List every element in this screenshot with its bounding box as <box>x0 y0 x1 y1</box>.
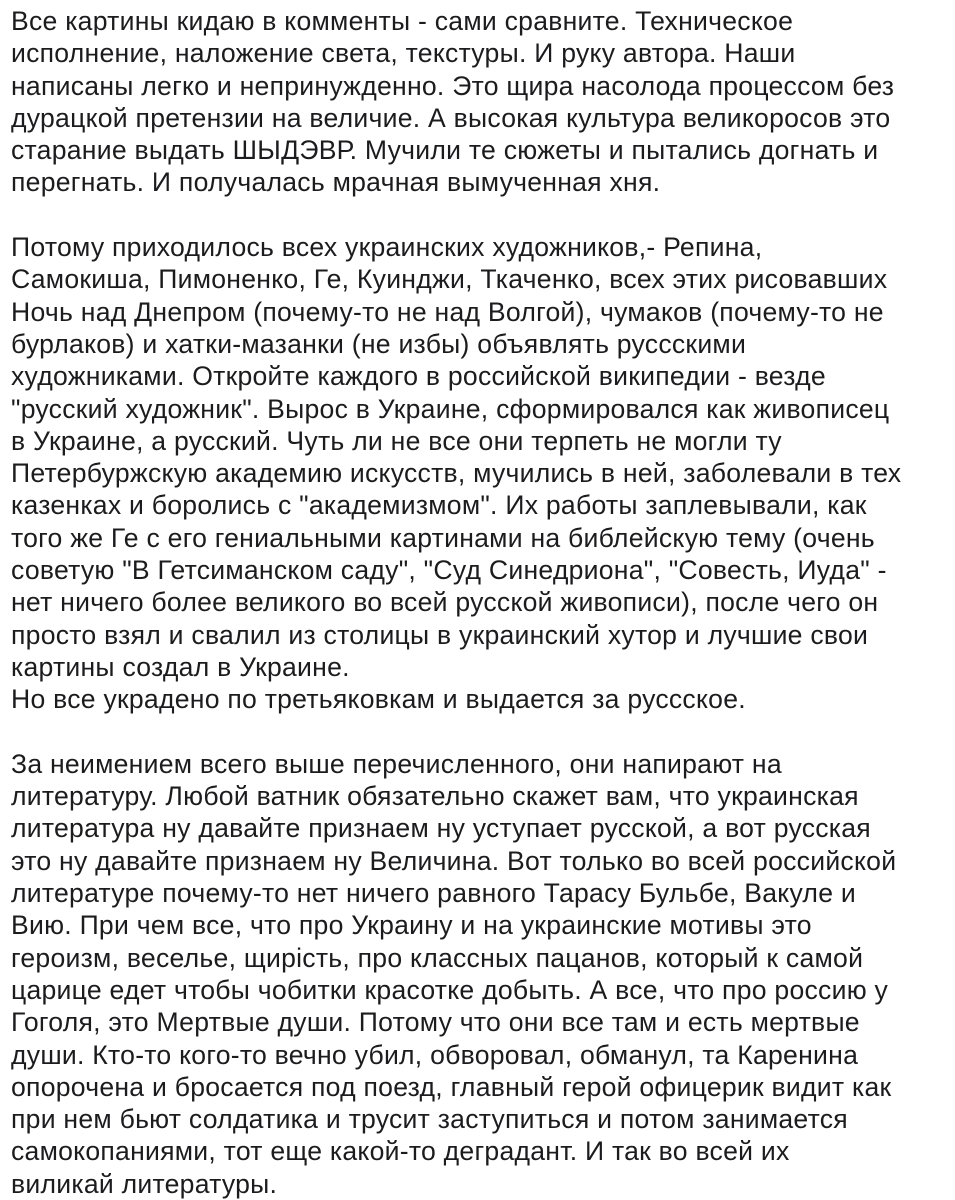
text-line: советую "В Гетсиманском саду", "Суд Синедриона", "Совесть, Иуда" - <box>11 555 887 586</box>
text-line: опорочена и бросается под поезд, главный герой офицерик видит как <box>11 1071 892 1102</box>
text-line: "русский художник". Вырос в Украине, сформировался как живописец <box>11 393 890 424</box>
paragraph-3 <box>11 748 951 1200</box>
paragraph-gap <box>11 199 951 231</box>
text-line: старание выдать ШЫДЭВР. Мучили те сюжеты и пытались догнать и <box>11 135 879 166</box>
post-text <box>11 5 951 1200</box>
text-line: самокопаниями, тот еще какой-то деградант. И так во всей их <box>11 1136 790 1167</box>
text-line: души. Кто-то кого-то вечно убил, обворовал, обманул, та Каренина <box>11 1039 859 1070</box>
text-line: в Украине, а русский. Чуть ли не все они терпеть не могли ту <box>11 425 782 456</box>
text-line: просто взял и свалил из столицы в украинский хутор и лучшие свои <box>11 619 869 650</box>
text-line: Потому приходилось всех украинских художников,- Репина, <box>11 232 763 263</box>
text-line: нет ничего более великого во всей русской живописи), после чего он <box>11 587 879 618</box>
text-line: героизм, веселье, щирість, про классных пацанов, который к самой <box>11 942 864 973</box>
text-line: виликай литературы. <box>11 1168 278 1199</box>
text-line: казенках и боролись с "академизмом". Их работы заплевывали, как <box>11 490 867 521</box>
paragraph-gap <box>11 716 951 748</box>
text-line: литература ну давайте признаем ну уступает русской, а вот русская <box>11 813 871 844</box>
text-line: это ну давайте признаем ну Величина. Вот только во всей российской <box>11 845 897 876</box>
text-line: перегнать. И получалась мрачная вымученная хня. <box>11 167 661 198</box>
text-line: исполнение, наложение света, текстуры. И руку автора. Наши <box>11 38 796 69</box>
text-line: Самокиша, Пимоненко, Ге, Куинджи, Ткаченко, всех этих рисовавших <box>11 264 888 295</box>
paragraph-2 <box>11 231 951 715</box>
text-line: при нем бьют солдатика и трусит заступиться и потом занимается <box>11 1104 848 1135</box>
text-line: Гоголя, это Мертвые души. Потому что они все там и есть мертвые <box>11 1007 860 1038</box>
text-line: картины создал в Украине. <box>11 651 350 682</box>
text-line: царице едет чтобы чобитки красотке добыть. А все, что про россию у <box>11 974 889 1005</box>
text-line: того же Ге с его гениальными картинами на библейскую тему (очень <box>11 522 875 553</box>
text-line: литературе почему-то нет ничего равного Тарасу Бульбе, Вакуле и <box>11 878 856 909</box>
text-line: Ночь над Днепром (почему-то не над Волгой), чумаков (почему-то не <box>11 296 884 327</box>
text-line: Все картины кидаю в комменты - сами сравните. Техническое <box>11 6 794 36</box>
text-line: За неимением всего выше перечисленного, они напирают на <box>11 748 782 779</box>
text-line: художниками. Откройте каждого в российской википедии - везде <box>11 361 826 392</box>
text-line: Петербуржскую академию искусств, мучились в ней, заболевали в тех <box>11 458 902 489</box>
text-line: Вию. При чем все, что про Украину и на украинские мотивы это <box>11 910 812 941</box>
paragraph-1 <box>11 5 951 199</box>
text-line: написаны легко и непринужденно. Это щира насолода процессом без <box>11 70 895 101</box>
text-line: дурацкой претензии на величие. А высокая культура великоросов это <box>11 102 891 133</box>
text-line: Но все украдено по третьяковкам и выдается за руссское. <box>11 684 746 715</box>
text-line: бурлаков) и хатки-мазанки (не избы) объявлять руссскими <box>11 328 747 359</box>
text-line: литературу. Любой ватник обязательно скажет вам, что украинская <box>11 781 859 812</box>
